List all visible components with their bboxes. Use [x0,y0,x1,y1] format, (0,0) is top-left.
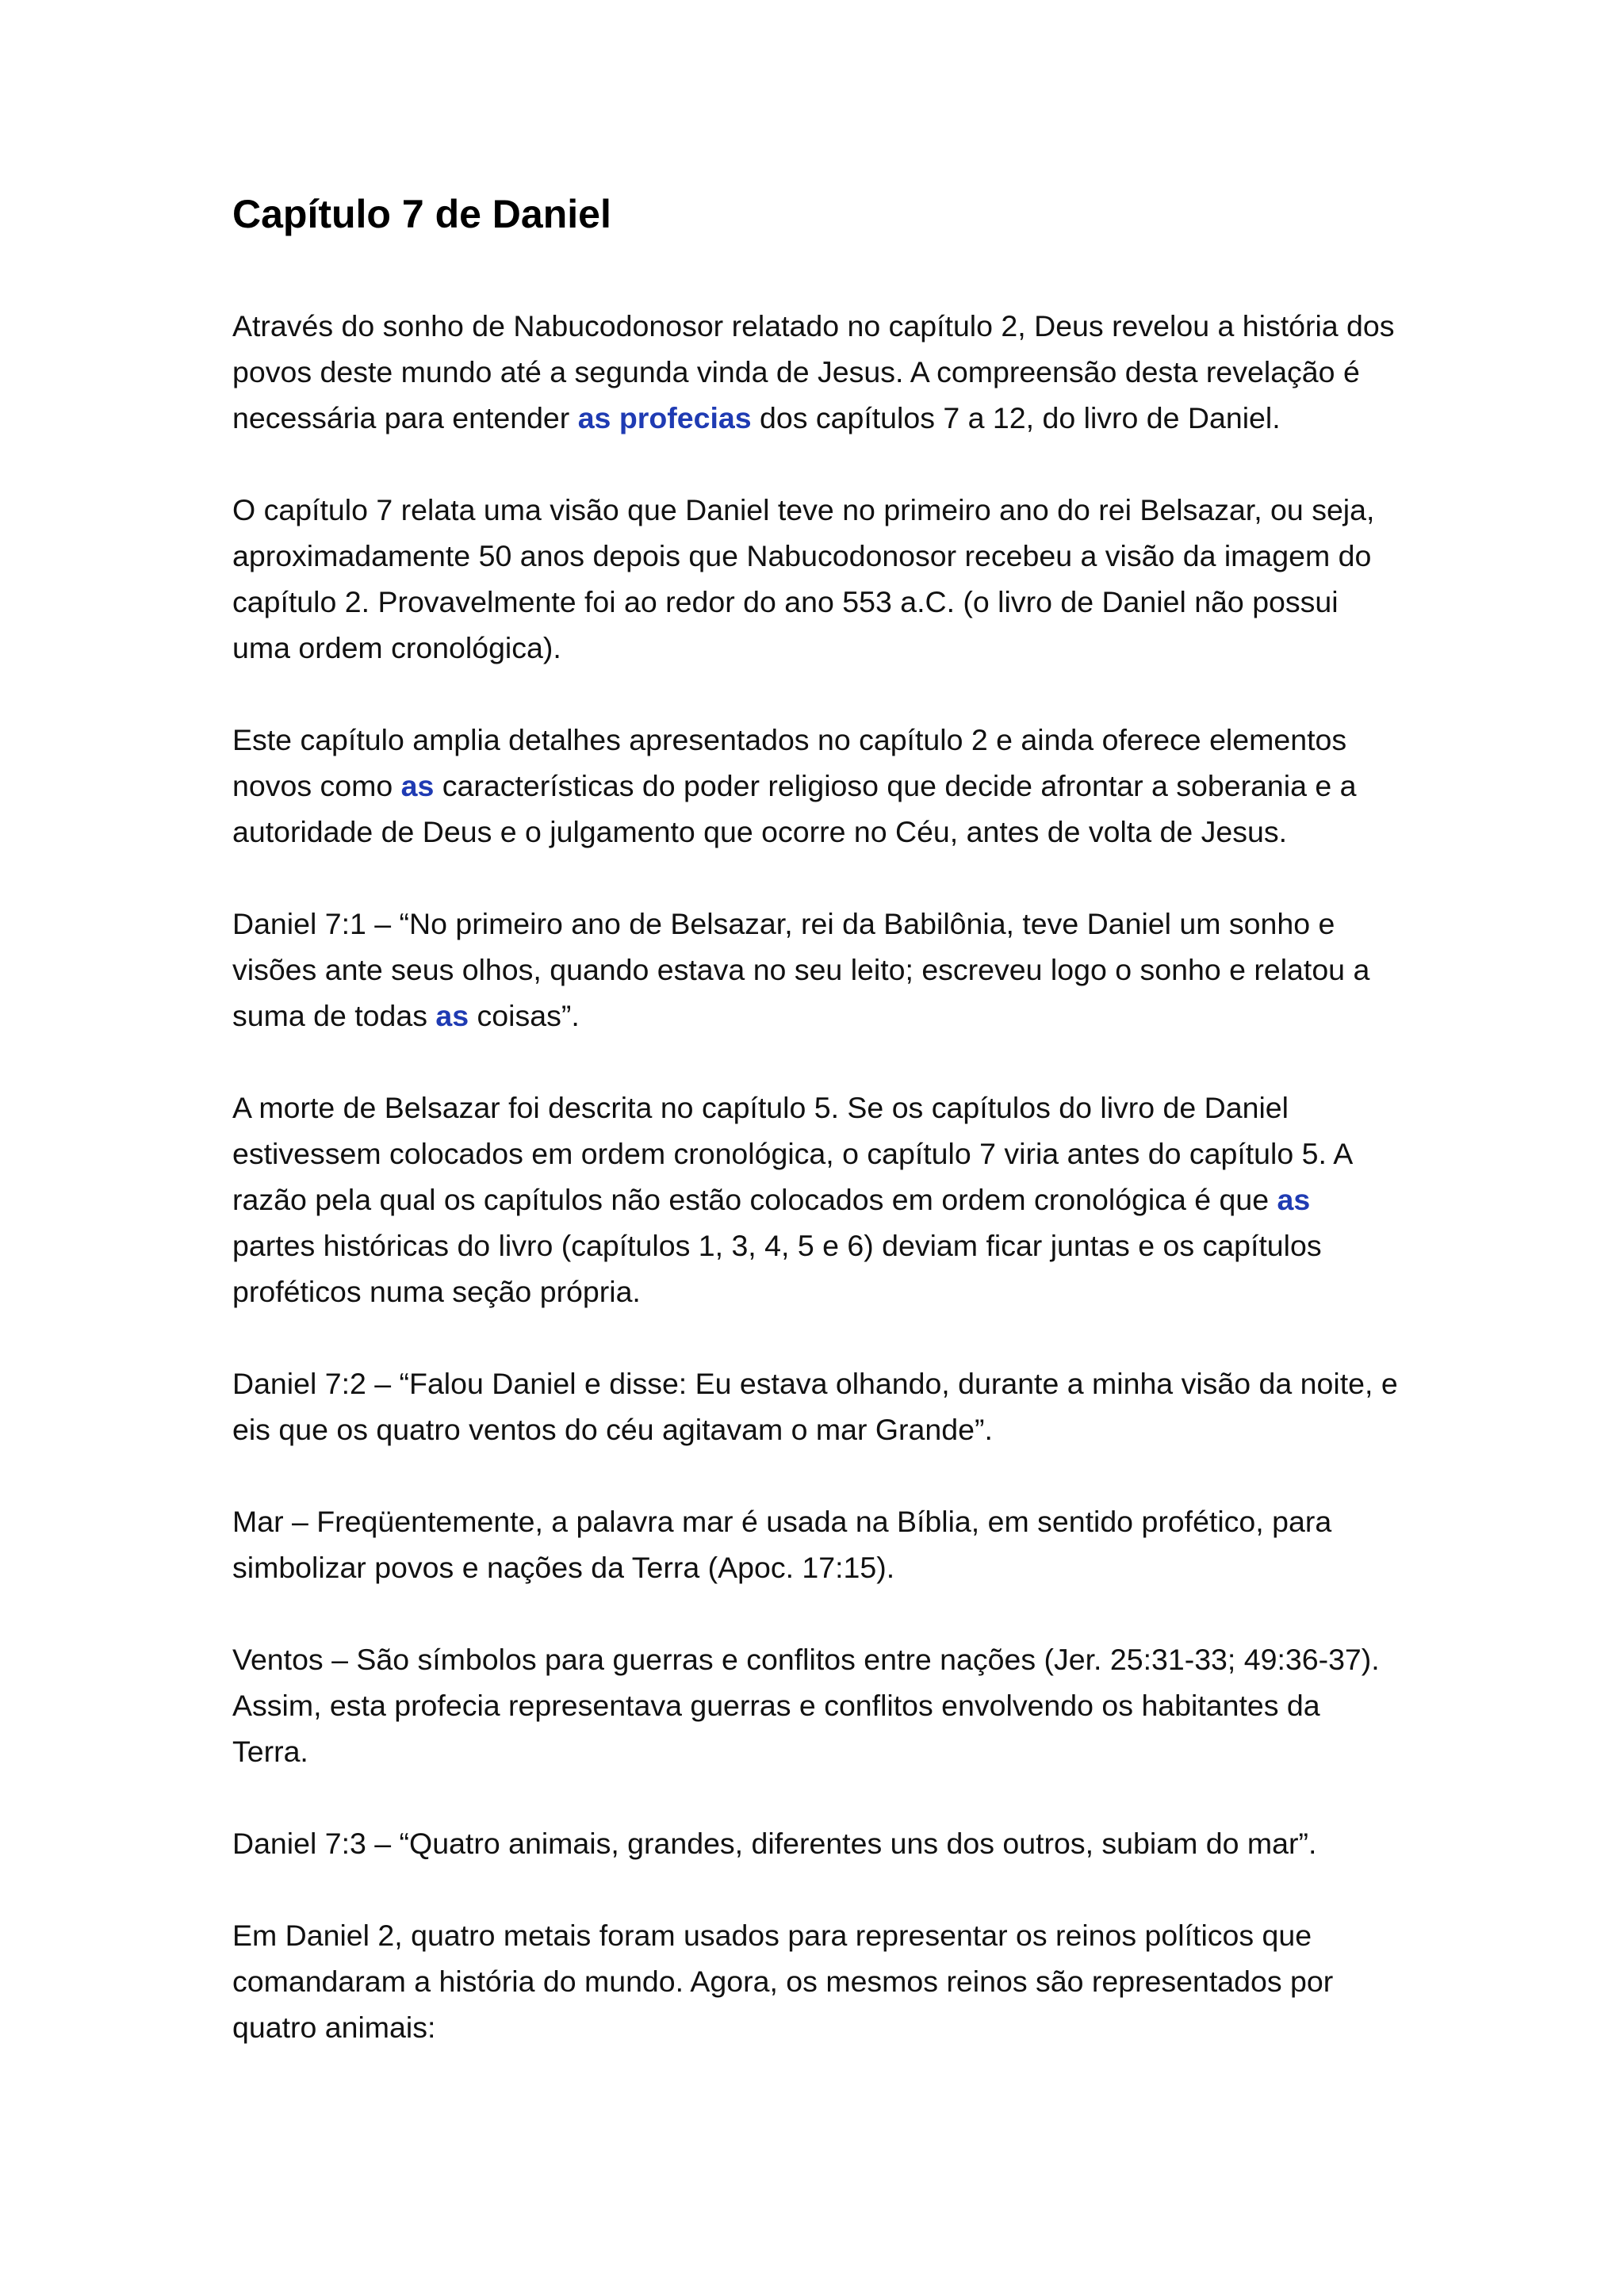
paragraph-text: O capítulo 7 relata uma visão que Daniel teve no primeiro ano do rei Belsazar, ou seja, aproximadamente 50 anos depois que Nabucodonosor recebeu a visão da imagem do capítulo 2. Provavelmente foi ao redor do ano 553 a.C. (o livro de Daniel não possui uma ordem cronológica). [232,493,1375,664]
paragraph-9 [232,1820,1398,1866]
paragraph-text: Através do sonho de Nabucodonosor relatado no capítulo 2, Deus revelou a história dos povos deste mundo até a segunda vinda de Jesus. A compreensão desta revelação é necessária para entender [232,309,1395,434]
document-page [232,190,1398,2096]
paragraph-text: dos capítulos 7 a 12, do livro de Daniel. [751,401,1281,434]
paragraph-text: Em Daniel 2, quatro metais foram usados para representar os reinos políticos que comandaram a história do mundo. Agora, os mesmos reinos são representados por quatro animais: [232,1919,1334,2044]
paragraph-6 [232,1360,1398,1452]
paragraph-1 [232,303,1398,441]
paragraph-text: Daniel 7:2 – “Falou Daniel e disse: Eu estava olhando, durante a minha visão da noite, e eis que os quatro ventos do céu agitavam o mar Grande”. [232,1367,1398,1446]
paragraph-text: A morte de Belsazar foi descrita no capítulo 5. Se os capítulos do livro de Daniel estivessem colocados em ordem cronológica, o capítulo 7 viria antes do capítulo 5. A razão pela qual os capítulos não estão colocados em ordem cronológica é que [232,1091,1352,1216]
paragraph-text: Ventos – São símbolos para guerras e conflitos entre nações (Jer. 25:31-33; 49:36-37). Assim, esta profecia representava guerras e conflitos envolvendo os habitantes da Terra. [232,1643,1380,1768]
paragraph-text: Mar – Freqüentemente, a palavra mar é usada na Bíblia, em sentido profético, para simbolizar povos e nações da Terra (Apoc. 17:15). [232,1505,1332,1584]
paragraph-8 [232,1636,1398,1774]
paragraph-4 [232,901,1398,1039]
profecias-link[interactable]: as profecias [577,401,752,434]
paragraph-2 [232,487,1398,671]
paragraph-text: Daniel 7:1 – “No primeiro ano de Belsazar, rei da Babilônia, teve Daniel um sonho e visões ante seus olhos, quando estava no seu leito; escreveu logo o sonho e relatou a suma de todas [232,907,1370,1032]
paragraph-text: Daniel 7:3 – “Quatro animais, grandes, diferentes uns dos outros, subiam do mar”. [232,1827,1317,1860]
paragraph-10 [232,1912,1398,2050]
paragraph-text: partes históricas do livro (capítulos 1, 3, 4, 5 e 6) deviam ficar juntas e os capítulos proféticos numa seção própria. [232,1229,1322,1308]
as-link[interactable]: as [435,999,469,1032]
paragraph-7 [232,1498,1398,1590]
page-title: Capítulo 7 de Daniel [232,192,611,236]
paragraph-5 [232,1085,1398,1314]
paragraph-text: Este capítulo amplia detalhes apresentados no capítulo 2 e ainda oferece elementos novos como [232,723,1347,802]
paragraph-text: coisas”. [469,999,580,1032]
paragraph-3 [232,717,1398,855]
as-link[interactable]: as [1277,1183,1311,1216]
as-link[interactable]: as [400,769,435,802]
paragraph-text: características do poder religioso que decide afrontar a soberania e a autoridade de Deus e o julgamento que ocorre no Céu, antes de volta de Jesus. [232,769,1357,848]
